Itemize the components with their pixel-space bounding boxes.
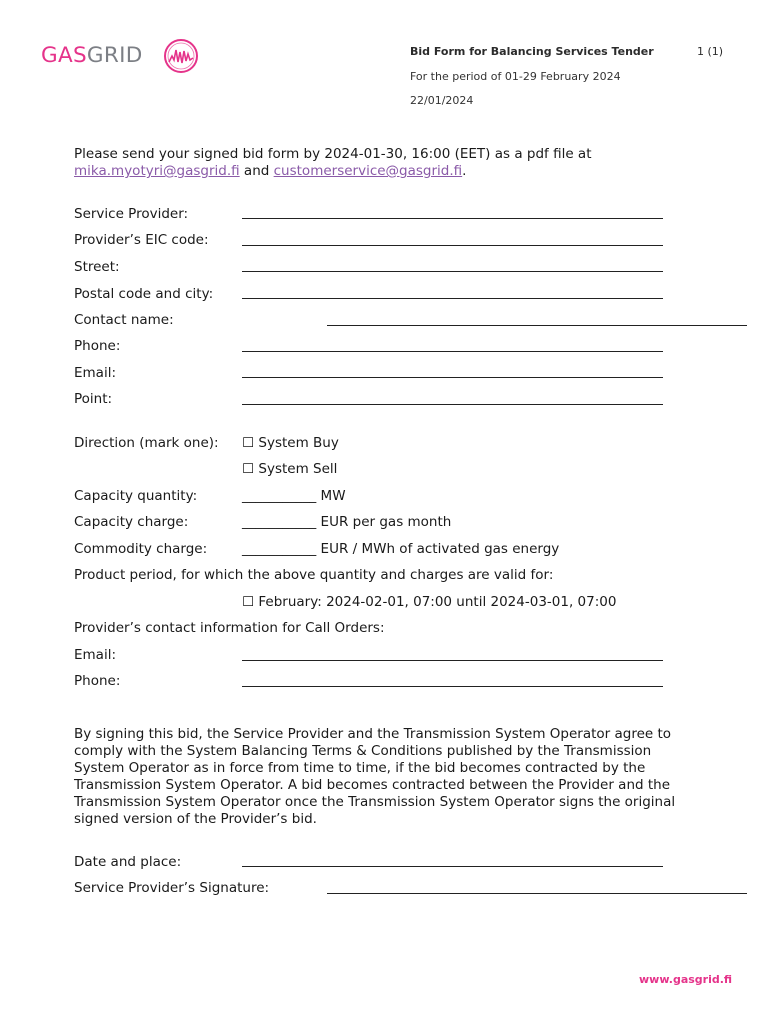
logo-wordmark: GASGRID bbox=[41, 43, 143, 68]
page-number: 1 (1) bbox=[697, 45, 724, 58]
footer-website-link[interactable]: www.gasgrid.fi bbox=[639, 973, 733, 986]
point-line[interactable] bbox=[242, 404, 663, 405]
label-signature: Service Provider’s Signature: bbox=[74, 880, 270, 896]
agreement-paragraph: By signing this bid, the Service Provider and the Transmission System Operator agree to comply with the System Balancing Terms & Conditions published by the Transmission System Operator as in force from time to time, if the bid becomes contracted by the Transmission System Operator. A bid becomes contracted between the Provider and the Transmission System Operator once the Transmission System Operator signs the original signed version of the Provider’s bid. bbox=[74, 726, 676, 827]
street-line[interactable] bbox=[242, 271, 663, 272]
service-provider-line[interactable] bbox=[242, 218, 663, 219]
period-subtitle: For the period of 01-29 February 2024 bbox=[410, 70, 621, 83]
email-link-mika[interactable]: mika.myotyri@gasgrid.fi bbox=[74, 163, 240, 179]
label-street: Street: bbox=[74, 259, 120, 275]
label-date-place: Date and place: bbox=[74, 854, 182, 870]
email-line[interactable] bbox=[242, 377, 663, 378]
label-point: Point: bbox=[74, 391, 113, 407]
checkbox-system-buy[interactable]: ☐ System Buy bbox=[242, 435, 339, 451]
label-product-period: Product period, for which the above quantity and charges are valid for: bbox=[74, 567, 554, 583]
checkbox-system-sell[interactable]: ☐ System Sell bbox=[242, 461, 338, 477]
date-place-line[interactable] bbox=[242, 866, 663, 867]
label-contact-name: Contact name: bbox=[74, 312, 174, 328]
gasgrid-logo bbox=[41, 36, 201, 76]
eic-code-line[interactable] bbox=[242, 245, 663, 246]
commodity-charge-field[interactable]: ___________ EUR / MWh of activated gas energy bbox=[242, 541, 560, 557]
label-direction: Direction (mark one): bbox=[74, 435, 219, 451]
contact-name-line[interactable] bbox=[327, 325, 747, 326]
label-commodity-charge: Commodity charge: bbox=[74, 541, 208, 557]
label-call-orders: Provider’s contact information for Call Orders: bbox=[74, 620, 385, 636]
phone-line[interactable] bbox=[242, 351, 663, 352]
document-date: 22/01/2024 bbox=[410, 94, 474, 107]
label-call-orders-phone: Phone: bbox=[74, 673, 121, 689]
label-phone: Phone: bbox=[74, 338, 121, 354]
intro-text: Please send your signed bid form by 2024-01-30, 16:00 (EET) as a pdf file at bbox=[74, 146, 592, 162]
capacity-charge-field[interactable]: ___________ EUR per gas month bbox=[242, 514, 452, 530]
label-service-provider: Service Provider: bbox=[74, 206, 189, 222]
label-email: Email: bbox=[74, 365, 117, 381]
postal-city-line[interactable] bbox=[242, 298, 663, 299]
label-postal-city: Postal code and city: bbox=[74, 286, 214, 302]
document-title: Bid Form for Balancing Services Tender bbox=[410, 45, 654, 58]
label-capacity-charge: Capacity charge: bbox=[74, 514, 189, 530]
intro-emails: mika.myotyri@gasgrid.fi and customerservice@gasgrid.fi. bbox=[74, 163, 467, 179]
email-link-customerservice[interactable]: customerservice@gasgrid.fi bbox=[273, 163, 463, 179]
label-capacity-quantity: Capacity quantity: bbox=[74, 488, 198, 504]
call-orders-email-line[interactable] bbox=[242, 660, 663, 661]
capacity-quantity-field[interactable]: ___________ MW bbox=[242, 488, 346, 504]
label-call-orders-email: Email: bbox=[74, 647, 117, 663]
label-eic-code: Provider’s EIC code: bbox=[74, 232, 209, 248]
logo-circle-icon bbox=[161, 36, 201, 76]
checkbox-february-period[interactable]: ☐ February: 2024-02-01, 07:00 until 2024-03-01, 07:00 bbox=[242, 594, 617, 610]
call-orders-phone-line[interactable] bbox=[242, 686, 663, 687]
signature-line[interactable] bbox=[327, 893, 747, 894]
